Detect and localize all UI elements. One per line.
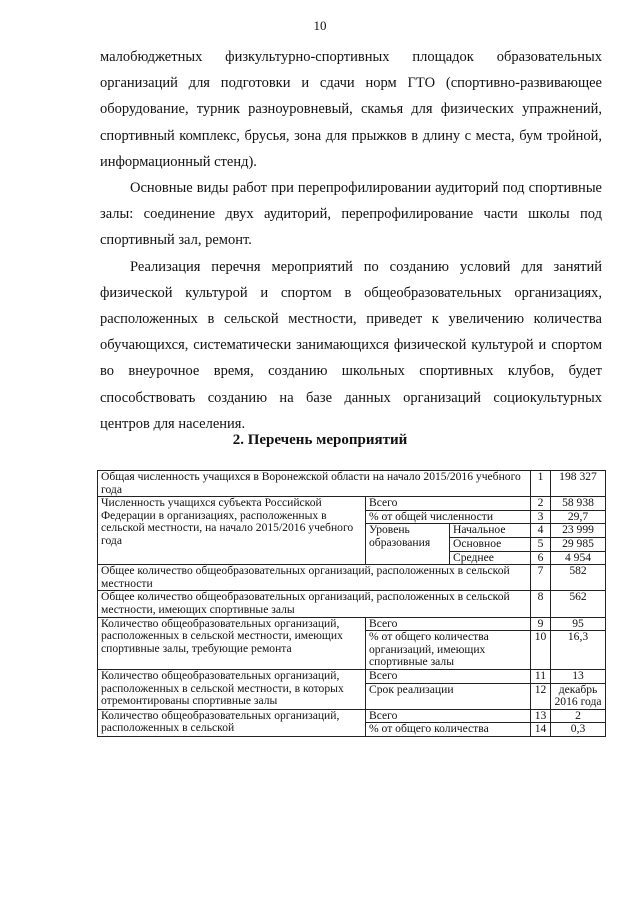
row-number: 8: [531, 591, 551, 617]
row-label: Общее количество общеобразовательных организаций, расположенных в сельской местности, имеющих спортивные залы: [98, 591, 531, 617]
row-value: 2: [551, 709, 606, 723]
row-value: 582: [551, 565, 606, 591]
sub-label: Всего: [366, 497, 531, 511]
row-number: 10: [531, 631, 551, 670]
row-label: Численность учащихся субъекта Российской Федерации в организациях, расположенных в сельской местности, на начало 2015/2016 учебного года: [98, 497, 366, 565]
row-label: Общая численность учащихся в Воронежской области на начало 2015/2016 учебного года: [98, 471, 531, 497]
paragraph: Реализация перечня мероприятий по созданию условий для занятий физической культурой и спортом в общеобразовательных организациях, расположенных в сельской местности, приведет к увеличению количества обучающихся, систематически занимающихся физической культурой и спортом во внеурочное время, созданию школьных спортивных клубов, будет способствовать созданию на базе данных организаций социокультурных центров для населения.: [100, 258, 602, 432]
row-value: 562: [551, 591, 606, 617]
level-label: Среднее: [450, 551, 531, 565]
row-number: 14: [531, 723, 551, 737]
sub-label: Всего: [366, 709, 531, 723]
row-value: 16,3: [551, 631, 606, 670]
page-number: 10: [313, 18, 327, 33]
row-number: 2: [531, 497, 551, 511]
level-label: Начальное: [450, 524, 531, 538]
paragraph: Основные виды работ при перепрофилировании аудиторий под спортивные залы: соединение двух аудиторий, перепрофилирование части школы под спортивный зал, ремонт.: [100, 180, 602, 249]
sub-label: % от общего количества: [366, 723, 531, 737]
sub-label: Срок реализации: [366, 683, 531, 709]
table-row: [98, 591, 606, 617]
row-number: 4: [531, 524, 551, 538]
row-value: 198 327: [551, 471, 606, 497]
sub-label: % от общей численности: [366, 510, 531, 524]
row-number: 3: [531, 510, 551, 524]
row-number: 7: [531, 565, 551, 591]
table-row: [98, 497, 606, 511]
row-number: 9: [531, 617, 551, 631]
row-value: 58 938: [551, 497, 606, 511]
sub-label: Всего: [366, 617, 531, 631]
paragraph: малобюджетных физкультурно-спортивных площадок образовательных организаций для подготовки и сдачи норм ГТО (спортивно-развивающее оборудование, турник разноуровневый, скамья для физических упражнений, спортивный комплекс, брусья, зона для прыжков в длину с места, бум тройной, информационный стенд).: [100, 49, 602, 170]
table-row: [98, 709, 606, 723]
table-row: [98, 617, 606, 631]
measures-table: [97, 470, 606, 737]
row-number: 1: [531, 471, 551, 497]
body-text: [100, 44, 602, 437]
row-value: 29 985: [551, 537, 606, 551]
row-label: Количество общеобразовательных организаций, расположенных в сельской: [98, 709, 366, 736]
table-row: [98, 471, 606, 497]
row-value: 95: [551, 617, 606, 631]
row-number: 6: [531, 551, 551, 565]
table-row: [98, 565, 606, 591]
row-value: 4 954: [551, 551, 606, 565]
row-value: 29,7: [551, 510, 606, 524]
row-value: 0,3: [551, 723, 606, 737]
row-number: 11: [531, 669, 551, 683]
sub-label: Уровень образования: [366, 524, 450, 565]
row-label: Количество общеобразовательных организаций, расположенных в сельской местности, имеющих спортивные залы, требующие ремонта: [98, 617, 366, 669]
row-number: 13: [531, 709, 551, 723]
row-number: 12: [531, 683, 551, 709]
sub-label: Всего: [366, 669, 531, 683]
table-row: [98, 669, 606, 683]
row-label: Общее количество общеобразовательных организаций, расположенных в сельской местности: [98, 565, 531, 591]
sub-label: % от общего количества организаций, имеющих спортивные залы: [366, 631, 531, 670]
row-label: Количество общеобразовательных организаций, расположенных в сельской местности, в которых отремонтированы спортивные залы: [98, 669, 366, 709]
row-number: 5: [531, 537, 551, 551]
row-value: 13: [551, 669, 606, 683]
row-value: 23 999: [551, 524, 606, 538]
level-label: Основное: [450, 537, 531, 551]
row-value: декабрь 2016 года: [551, 683, 606, 709]
section-title: 2. Перечень мероприятий: [232, 432, 408, 448]
